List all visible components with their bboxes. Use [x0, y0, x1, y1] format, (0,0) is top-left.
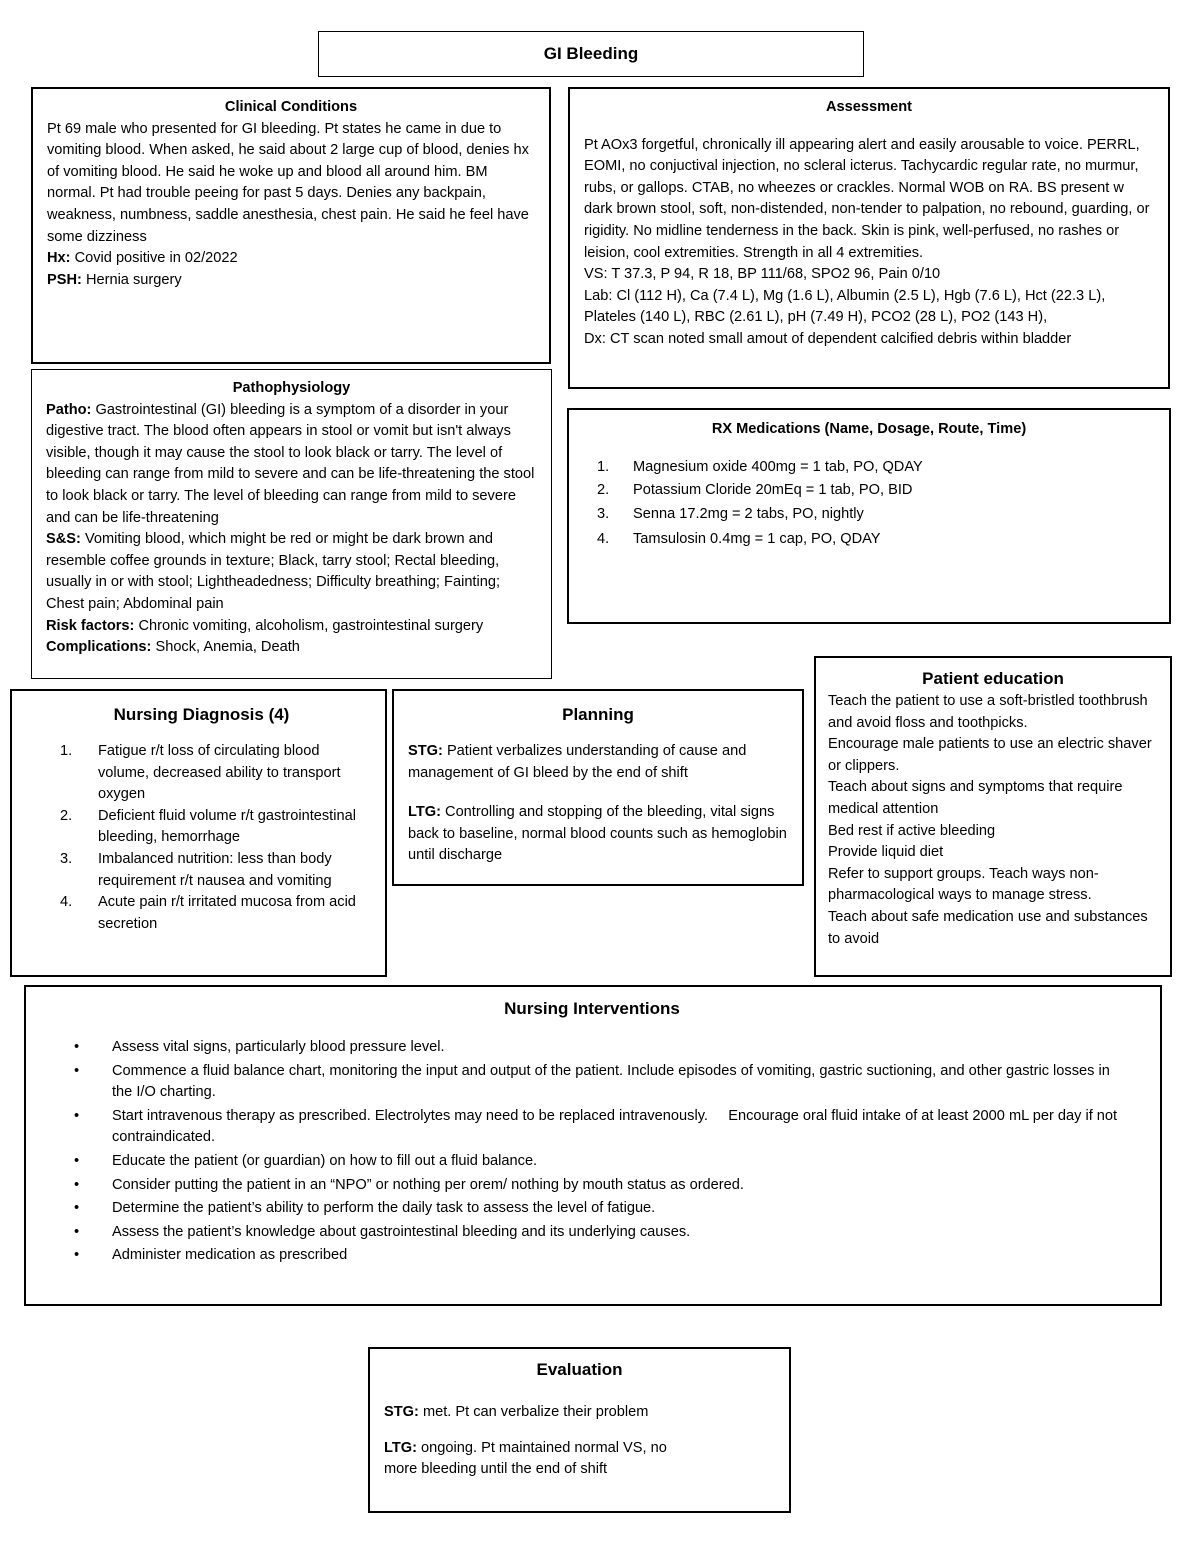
assessment-lab: Lab: Cl (112 H), Ca (7.4 L), Mg (1.6 L), Albumin (2.5 L), Hgb (7.6 L), Hct (22.3 L), Plateles (140 L), RBC (2.61 L), pH (7.49 H), PCO2 (28 L), PO2 (143 H), — [584, 287, 1106, 326]
intervention-item: • Assess vital signs, particularly blood pressure level. — [54, 1037, 1130, 1059]
bullet-icon: • — [74, 1247, 80, 1264]
assessment-vs: VS: T 37.3, P 94, R 18, BP 111/68, SPO2 96, Pain 0/10 — [584, 266, 941, 283]
evaluation-heading: Evaluation — [536, 1360, 623, 1379]
complications-value: Shock, Anemia, Death — [155, 639, 300, 656]
diagnosis-item: 2. Deficient fluid volume r/t gastrointestinal bleeding, hemorrhage — [60, 807, 356, 846]
diagnosis-item: 1. Fatigue r/t loss of circulating blood volume, decreased ability to transport oxygen — [60, 743, 341, 803]
planning-stg-label: STG: — [408, 743, 443, 759]
hx-value: Covid positive in 02/2022 — [74, 250, 238, 267]
clinical-heading: Clinical Conditions — [224, 99, 358, 115]
rx-heading: RX Medications (Name, Dosage, Route, Time) — [711, 421, 1027, 437]
diagnosis-list — [32, 741, 371, 935]
nursing-interventions-box — [24, 985, 1162, 1306]
clinical-psh — [47, 270, 535, 292]
assessment-box — [568, 87, 1170, 389]
rx-item: 1. Magnesium oxide 400mg = 1 tab, PO, QDAY — [597, 458, 923, 475]
assessment-dx: Dx: CT scan noted small amout of dependent calcified debris within bladder — [584, 330, 1072, 347]
bullet-icon: • — [74, 1223, 80, 1240]
evaluation-stg-value: met. Pt can verbalize their problem — [422, 1404, 649, 1420]
intervention-item: • Commence a fluid balance chart, monitoring the input and output of the patient. Include episodes of vomiting, gastric suctioning, and other gastric losses in the I/O charting. — [54, 1061, 1130, 1104]
psh-label: PSH: — [47, 271, 82, 288]
rx-item: 2. Potassium Cloride 20mEq = 1 tab, PO, BID — [597, 482, 913, 499]
patho-label: Patho: — [46, 401, 92, 418]
bullet-icon: • — [74, 1039, 80, 1055]
patho-heading: Pathophysiology — [232, 380, 351, 396]
patient-education-box — [814, 656, 1172, 977]
education-item: Encourage male patients to use an electric shaver or clippers. — [828, 736, 1152, 774]
rx-item: 4. Tamsulosin 0.4mg = 1 cap, PO, QDAY — [597, 531, 881, 548]
pathophysiology-box — [31, 369, 552, 679]
education-item: Refer to support groups. Teach ways non-pharmacological ways to manage stress. — [828, 865, 1099, 904]
planning-box — [392, 689, 804, 886]
ss-label: S&S: — [46, 531, 81, 548]
risk-value: Chronic vomiting, alcoholism, gastrointestinal surgery — [138, 617, 484, 634]
risk-text — [46, 616, 537, 638]
assessment-body: Pt AOx3 forgetful, chronically ill appearing alert and easily arousable to voice. PERRL, EOMI, no conjuctival injection, no scleral icterus. Tachycardic regular rate, no murmur, rubs, or gallops. CTAB, no wheezes or crackles. Normal WOB on RA. BS present w dark brown stool, soft, non-distended, non-tender to palpation, no rebound, guarding, or rigidity. No midline tenderness in the back. Skin is pink, well-perfused, no rashes or leision, cool extremities. Strength in all 4 extremities. — [584, 136, 1150, 261]
diagnosis-item: 3. Imbalanced nutrition: less than body requirement r/t nausea and vomiting — [60, 850, 332, 889]
interventions-list — [54, 1037, 1130, 1267]
intervention-item: • Educate the patient (or guardian) on how to fill out a fluid balance. — [54, 1151, 1130, 1173]
patho-text — [46, 400, 537, 530]
rx-list — [583, 457, 1155, 551]
bullet-icon: • — [74, 1107, 80, 1124]
intervention-item: • Assess the patient’s knowledge about gastrointestinal bleeding and its underlying causes. — [54, 1222, 1130, 1244]
ss-text — [46, 529, 537, 615]
intervention-item: • Start intravenous therapy as prescribed. Electrolytes may need to be replaced intravenously. Encourage oral fluid intake of at least 2000 mL per day if not contraindicated. — [54, 1106, 1130, 1149]
patho-value: Gastrointestinal (GI) bleeding is a symptom of a disorder in your digestive tract. The blood often appears in stool or vomit but isn't always visible, though it may cause the stool to look black or tarry. The level of bleeding can range from mild to severe and can be life-threatening the stool to look black or tarry. The level of bleeding can range from mild to severe and can be life-threatening — [46, 401, 535, 526]
evaluation-stg-label: STG: — [384, 1404, 419, 1420]
bullet-icon: • — [74, 1152, 80, 1169]
assessment-heading: Assessment — [826, 99, 912, 115]
diagnosis-heading: Nursing Diagnosis (4) — [113, 705, 290, 724]
nursing-diagnosis-box — [10, 689, 387, 977]
evaluation-ltg — [384, 1438, 704, 1481]
risk-label: Risk factors: — [46, 617, 135, 634]
intervention-item: • Determine the patient’s ability to perform the daily task to assess the level of fatigue. — [54, 1198, 1130, 1220]
complications-label: Complications: — [46, 639, 152, 656]
clinical-conditions-box — [31, 87, 551, 364]
evaluation-ltg-label: LTG: — [384, 1439, 417, 1456]
intervention-item: • Administer medication as prescribed — [54, 1245, 1130, 1267]
clinical-hx — [47, 248, 535, 270]
rx-medications-box — [567, 408, 1171, 624]
planning-ltg-value: Controlling and stopping of the bleeding, vital signs back to baseline, normal blood counts such as hemoglobin until discharge — [408, 804, 787, 864]
planning-ltg — [408, 802, 788, 867]
title-box — [318, 31, 864, 77]
education-heading: Patient education — [922, 669, 1064, 688]
education-item: Provide liquid diet — [828, 844, 944, 861]
education-item: Teach the patient to use a soft-bristled toothbrush and avoid floss and toothpicks. — [828, 693, 1148, 731]
page-title: GI Bleeding — [543, 44, 639, 63]
planning-ltg-label: LTG: — [408, 804, 441, 821]
education-item: Teach about safe medication use and substances to avoid — [828, 908, 1148, 947]
education-item: Bed rest if active bleeding — [828, 822, 996, 839]
evaluation-box — [368, 1347, 791, 1513]
evaluation-ltg-value: ongoing. Pt maintained normal VS, no more bleeding until the end of shift — [384, 1439, 667, 1478]
rx-item: 3. Senna 17.2mg = 2 tabs, PO, nightly — [597, 505, 864, 522]
interventions-heading: Nursing Interventions — [504, 999, 680, 1018]
hx-label: Hx: — [47, 250, 71, 267]
planning-stg-value: Patient verbalizes understanding of cause and management of GI bleed by the end of shift — [408, 743, 747, 781]
ss-value: Vomiting blood, which might be red or might be dark brown and resemble coffee grounds in texture; Black, tarry stool; Rectal bleeding, usually in or with stool; Lightheadedness; Difficulty breathing; Fainting; Chest pain; Abdominal pain — [46, 531, 501, 612]
psh-value: Hernia surgery — [85, 271, 182, 288]
diagnosis-item: 4. Acute pain r/t irritated mucosa from acid secretion — [60, 894, 356, 932]
bullet-icon: • — [74, 1176, 80, 1193]
intervention-item: • Consider putting the patient in an “NPO” or nothing per orem/ nothing by mouth status as ordered. — [54, 1175, 1130, 1197]
education-item: Teach about signs and symptoms that require medical attention — [828, 779, 1123, 817]
planning-heading: Planning — [562, 705, 634, 724]
bullet-icon: • — [74, 1200, 80, 1217]
planning-stg — [408, 741, 788, 784]
complications-text — [46, 637, 537, 659]
bullet-icon: • — [74, 1062, 80, 1079]
evaluation-stg — [384, 1402, 775, 1424]
clinical-body: Pt 69 male who presented for GI bleeding. Pt states he came in due to vomiting blood. When asked, he said about 2 large cup of blood, denies hx of vomiting blood. He said he woke up and blood all around him. BM normal. Pt had trouble peeing for past 5 days. Denies any backpain, weakness, numbness, saddle anesthesia, chest pain. He said he feel have some dizziness — [47, 120, 529, 245]
